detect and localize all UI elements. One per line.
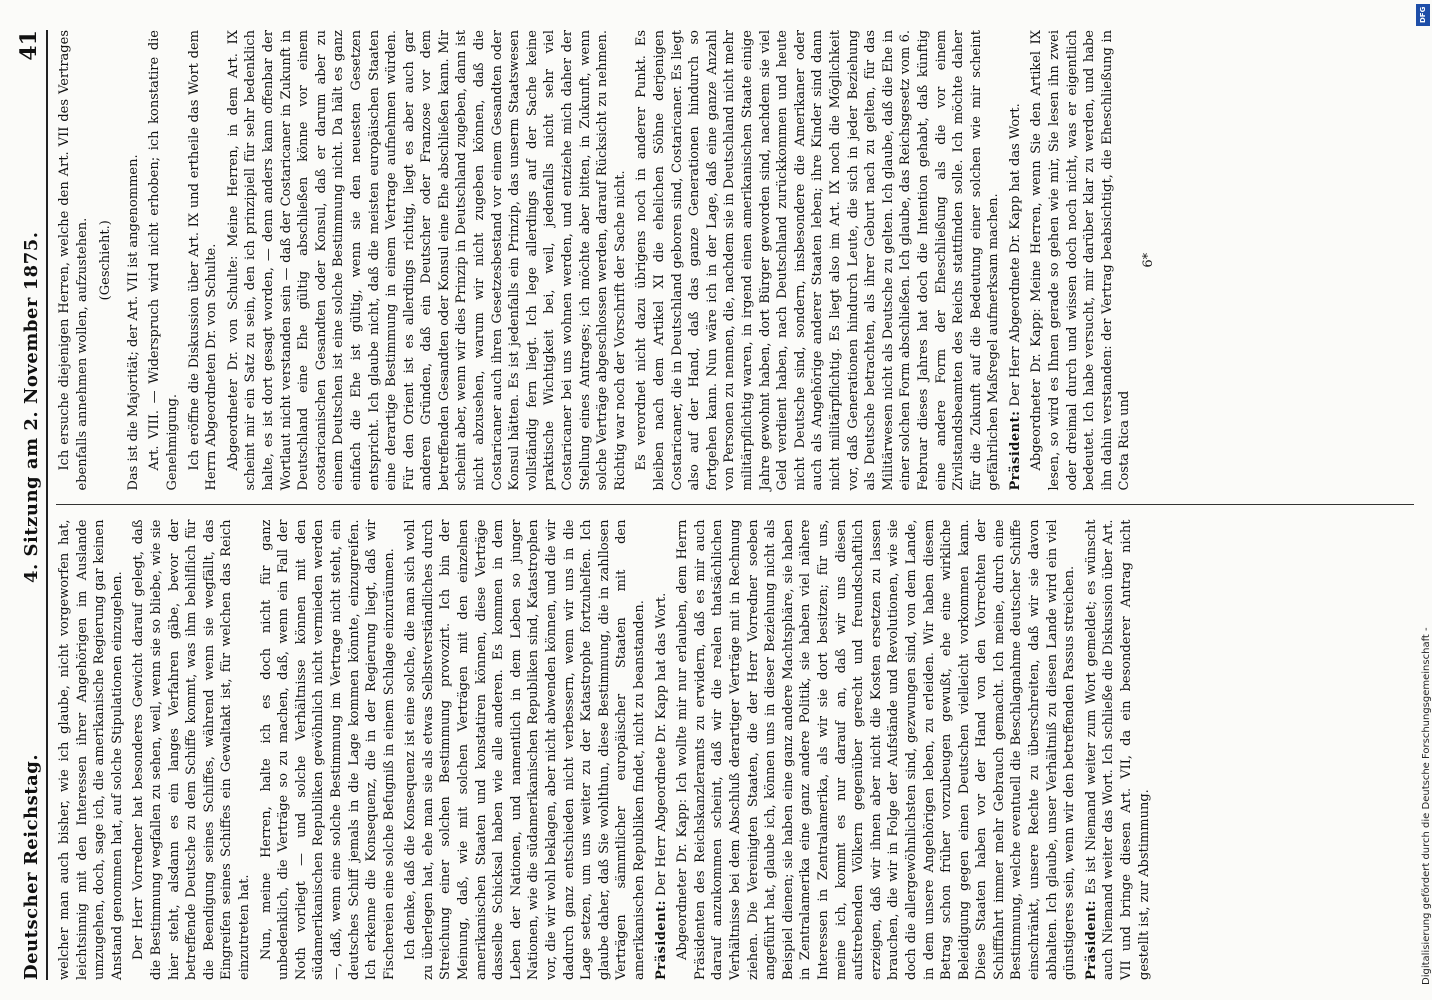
right-column-paragraph: Abgeordneter Dr. Kapp: Meine Herren, wenn Sie den Artikel IX lesen, so wird es Ihnen gerade so gehen wie mir, Sie lesen ihn zwei oder dreimal durch und wissen doch noch nicht, was er eigentlich bedeutet. Ich habe versucht, mir darüber klar zu werden, und habe ihn dahin verstanden: der Vertrag beabsichtigt, die Eheschließung in Costa Rica und (1029, 30, 1133, 491)
right-column-paragraph: Ich ersuche diejenigen Herren, welche den Art. VII des Vertrages ebenfalls annehmen wollen, aufzustehen. (57, 30, 90, 491)
right-column-paragraph: Es verordnet nicht dazu übrigens noch in anderer Punkt. Es bleiben nach dem Artikel XI die ehelichen Söhne derjenigen Costaricaner, die in Deutschland geboren sind, Costaricaner. Es liegt also auf der Hand, daß das ganze Generationen hindurch so fortgehen kann. Nun wäre ich in der Lage, daß eine ganze Anzahl von Personen zu nennen, die, nachdem sie in Deutschland nicht mehr militärpflichtig waren, in irgend einen amerikanischen Staate einige Jahre gewohnt haben, dort Bürger geworden sind, nachdem sie viel Geld verdient haben, nach Deutschland zurückkommen und heute nicht Deutsche sind, sondern, insbesondere die Amerikaner oder auch als Angehörige anderer Staaten leben; ihre Kinder sind dann nicht militärpflichtig. Es liegt also im Art. IX noch die Möglichkeit vor, daß Generationen hindurch Leute, die sich in jeder Beziehung als Deutsche betrachten, als ihrer Geburt nach zu gelten, für das Militärwesen nicht als Deutsche zu gelten. Ich glaube, daß die Ehe in einer solchen Form abschließen. Ich glaube, das Reichsgesetz vom 6. Februar dieses Jahres hat doch die Intention gehabt, daß künftig eine andere Form der Eheschließung als die vor einem Zivilstandsbeamten des Reichs stattfinden solle. Ich möchte daher für die Zukunft auf die Bedeutung einer solchen wie mir scheint gefährlichen Maßregel aufmerksam machen. (634, 30, 1002, 491)
right-column-paragraph: Das ist die Majorität; der Art. VII ist angenommen. (125, 154, 141, 491)
left-column-paragraph: Der Herr Vorredner hat besonderes Gewicht darauf gelegt, daß die Bestimmung wegfallen zu sehen, weil, wenn sie so bliebe, wie sie hier steht, alsdann es ein langes Verfahren gäbe, bevor der betreffende Deutsche zu dem Schiffe kommt, was ihm behilflich für die Beendigung seines Schiffes, während wenn sie wegfällt, das Eingreifen seines Schiffes ein Gewaltakt ist, für welchen das Reich einzutreten hat. (131, 519, 252, 980)
speaker-label: Präsident: (1083, 900, 1099, 980)
digitization-note: Digitalisierung gefördert durch die Deutsche Forschungsgemeinschaft - (1421, 627, 1432, 985)
header-session: 4. Sitzung am 2. November 1875. (21, 231, 42, 584)
right-column-paragraph: 6* (1141, 252, 1157, 268)
page-header (8, 30, 48, 980)
speaker-label: Präsident: (653, 900, 669, 980)
header-publication: Deutscher Reichstag. (21, 753, 42, 980)
right-column-paragraph: Präsident: Der Herr Abgeordnete Dr. Kapp hat das Wort. (1007, 103, 1023, 491)
left-column-paragraph: Ich denke, daß die Konsequenz ist eine solche, die man sich wohl zu überlegen hat, ehe man sie als etwas Selbstverständliches durch Streichung einer solchen Bestimmung provozirt. Ich bin der Meinung, daß, wie mit solchen Verträgen mit den einzelnen amerikanischen Staaten und konstatiren können, diese Verträge dasselbe Schicksal haben wie alle anderen. Es kommen in dem Leben der Nationen, und namentlich in dem Leben so junger Nationen, wie die südamerikanischen Republiken sind, Katastrophen vor, die wir wohl beklagen, aber nicht abwenden können, und die wir dadurch ganz entschieden nicht verbessern, wenn wir uns in die Lage setzen, um uns weiter zu der Katastrophe fortzuhelfen. Ich glaube daher, daß Sie wohlthun, diese Bestimmung, die in zahllosen Verträgen sämmtlicher europäischer Staaten mit den amerikanischen Republiken findet, nicht zu beanstanden. (403, 519, 647, 980)
left-column-paragraph: Präsident: Es ist Niemand weiter zum Wort gemeldet; es wünscht auch Niemand weiter das Wort. Ich schließe die Diskussion über Art. VII und bringe diesen Art. VII, da ein besonderer Antrag nicht gestellt ist, zur Abstimmung. (1083, 519, 1152, 980)
right-column (56, 30, 1414, 491)
page-number: 41 (16, 30, 42, 61)
speaker-label: Präsident: (1007, 410, 1023, 491)
left-column-paragraph: Präsident: Der Herr Abgeordnete Dr. Kapp hat das Wort. (653, 592, 669, 980)
column-divider (56, 505, 1414, 506)
right-column-paragraph: Abgeordneter Dr. von Schulte: Meine Herren, in dem Art. IX scheint mir ein Satz zu sein, den ich prinzipiell für sehr bedenklich halte, es ist dort gesagt worden, — denn anders kann offenbar der Wortlaut nicht verstanden sein — daß der Costaricaner in Zukunft in Deutschland eine Ehe gültig abschließen könne vor einem costaricanischen Gesandten oder Konsul, daß er darum aber zu einem Deutschen ist eine solche Bestimmung nicht. Da hält es ganz einfach die Ehe ist gültig, wenn sie den neuesten Gesetzen entspricht. Ich glaube nicht, daß die meisten europäischen Staaten eine derartige Bestimmung in einem Vertrage aufnehmen würden. Für den Orient ist es allerdings richtig, liegt es aber auch gar anderen Gründen, daß ein Deutscher oder Franzose vor dem betreffenden Gesandten oder Konsul eine Ehe abschließen kann. Mir scheint aber, wenn wir dies Prinzip in Deutschland zugeben, dann ist nicht abzusehen, warum wir nicht zugeben können, daß die Costaricaner auch ihren Gesetzesbestand vor einem Gesandten oder Konsul hätten. Es ist jedenfalls ein Prinzip, das unserm Staatswesen vollständig fern liegt. Ich lege allerdings auf der Sache keine praktische Wichtigkeit bei, weil, jedenfalls nicht sehr viel Costaricaner bei uns wohnen werden, und entziehe mich daher der Stellung eines Antrages; ich möchte aber bitten, in Zukunft, wenn solche Verträge abgeschlossen werden, darauf Rücksicht zu nehmen. Richtig war noch der Vorschrift der Sache nicht. (225, 30, 628, 491)
right-column-paragraph: Art. VIII. — Widerspruch wird nicht erhoben; ich konstatire die Genehmigung. (147, 30, 180, 491)
right-column-paragraph: Ich eröffne die Diskussion über Art. IX und ertheile das Wort dem Herrn Abgeordneten Dr. von Schulte. (186, 30, 220, 491)
left-column (56, 520, 1414, 981)
dfg-logo: DFG (1416, 4, 1430, 26)
left-column-paragraph: Abgeordneter Dr. Kapp: Ich wollte mir nur erlauben, dem Herrn Präsidenten des Reichskanzleramts zu erwidern, daß es mir auch darauf anzukommen scheint, daß wir die realen thatsächlichen Verhältnisse bei dem Abschluß derartiger Verträge mit in Rechnung ziehen. Die Vereinigten Staaten, die der Herr Vorredner soeben angeführt hat, glaube ich, können uns in dieser Beziehung nicht als Beispiel dienen; sie haben eine ganz andere Machtsphäre, sie haben in Zentralamerika eine ganz andere Politik, sie haben viel nähere Interessen in Zentralamerika, als wir sie dort besitzen; für uns, meine ich, kommt es nur darauf an, daß wir uns diesen aufstrebenden Völkern gegenüber gerecht und freundschaftlich erzeigen, daß wir ihnen aber nicht die Kosten ersetzen zu lassen brauchen, die wir in Folge der Aufstände und Revolutionen, wie sie doch die allergewöhnlichsten sind, gezwungen sind, von dem Lande, in dem unsere Angehörigen leben, zu erleiden. Wir haben diesem Betrag schon früher vorzubeugen gewußt, ehe eine wirkliche Beleidigung gegen einen Deutschen vielleicht vorkommen kann. Diese Staaten haben vor der Hand von den Vorrechten der Schifffahrt immer mehr Gebrauch gemacht. Ich meine, durch eine Bestimmung, welche eventuell die Beschlagnahme deutscher Schiffe einschränkt, unsere Rechte zu überschreiten, daß wir sie davon abhalten. Ich glaube, unser Verhältniß zu diesen Lande wird ein viel günstigeres sein, wenn wir den betreffenden Passus streichen. (675, 519, 1078, 980)
right-column-paragraph: (Geschieht.) (98, 220, 114, 301)
text-columns (56, 30, 1414, 980)
left-column-paragraph: welcher man auch bisher, wie ich glaube, nicht vorgeworfen hat, leichtsinnig mit den Interessen ihrer Angehörigen im Auslande umzugehen, doch, sage ich, die amerikanische Regierung gar keinen Anstand genommen hat, auf solche Stipulationen einzugehen. (57, 519, 125, 980)
left-column-paragraph: Nun, meine Herren, halte ich es doch nicht für ganz unbedenklich, die Verträge so zu machen, daß, wenn ein Fall der Noth vorliegt — und solche Verhältnisse können mit den südamerikanischen Republiken gewöhnlich nicht vermieden werden —, daß, wenn eine solche Bestimmung im Vertrage nicht steht, ein deutsches Schiff jemals in die Lage kommen könnte, einzugreifen. Ich erkenne die Konsequenz, die in der Regierung liegt, daß wir Fischereien eine solche Befugniß in einem Schlage einzuräumen. (258, 519, 397, 980)
